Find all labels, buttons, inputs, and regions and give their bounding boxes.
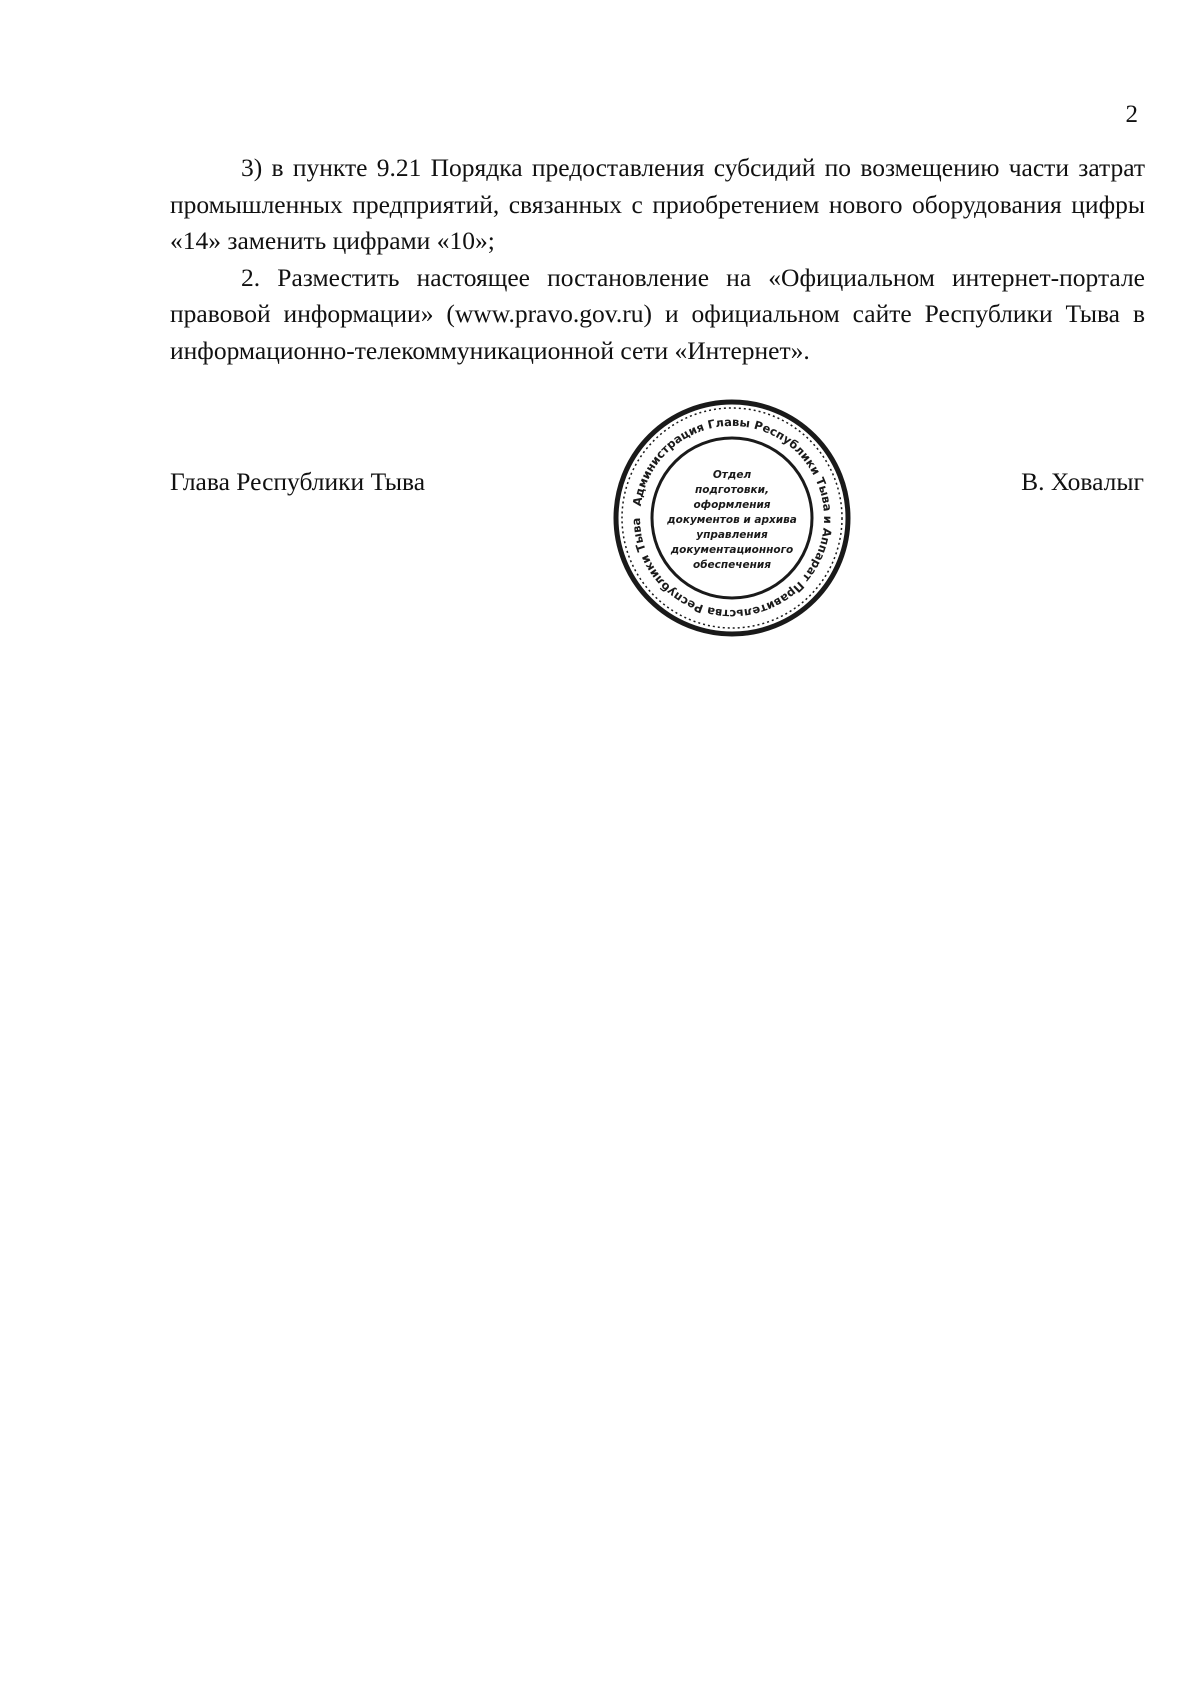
signatory-position: Глава Республики Тыва xyxy=(170,467,426,496)
seal-line: подготовки, xyxy=(694,484,770,496)
paragraph-item-3: 3) в пункте 9.21 Порядка предоставления субсидий по возмещению части затрат промышленных предприятий, связанных с приобретением нового оборудования цифры «14» заменить цифрами «10»; xyxy=(170,153,1145,255)
seal-graphic xyxy=(612,398,852,638)
seal-line: обеспечения xyxy=(693,559,771,571)
seal-line: Отдел xyxy=(712,469,752,481)
seal-line: документационного xyxy=(670,544,794,556)
document-body xyxy=(170,150,1145,369)
paragraph-item-2: 2. Разместить настоящее постановление на «Официальном интернет-портале правовой информации» (www.pravo.gov.ru) и официальном сайте Республики Тыва в информационно-телекоммуникационной сети «Интернет». xyxy=(170,262,1145,365)
seal-ring-text: Администрация Главы Республики Тыва и Аппарат Правительства Республики Тыва xyxy=(628,414,836,622)
seal-center-text xyxy=(666,469,797,571)
seal-line: управления xyxy=(696,529,768,541)
seal-line: оформления xyxy=(693,499,771,511)
signatory-name: В. Ховалыг xyxy=(1021,467,1144,496)
page-number: 2 xyxy=(1125,101,1138,128)
official-seal xyxy=(612,398,852,638)
seal-line: документов и архива xyxy=(667,514,797,526)
